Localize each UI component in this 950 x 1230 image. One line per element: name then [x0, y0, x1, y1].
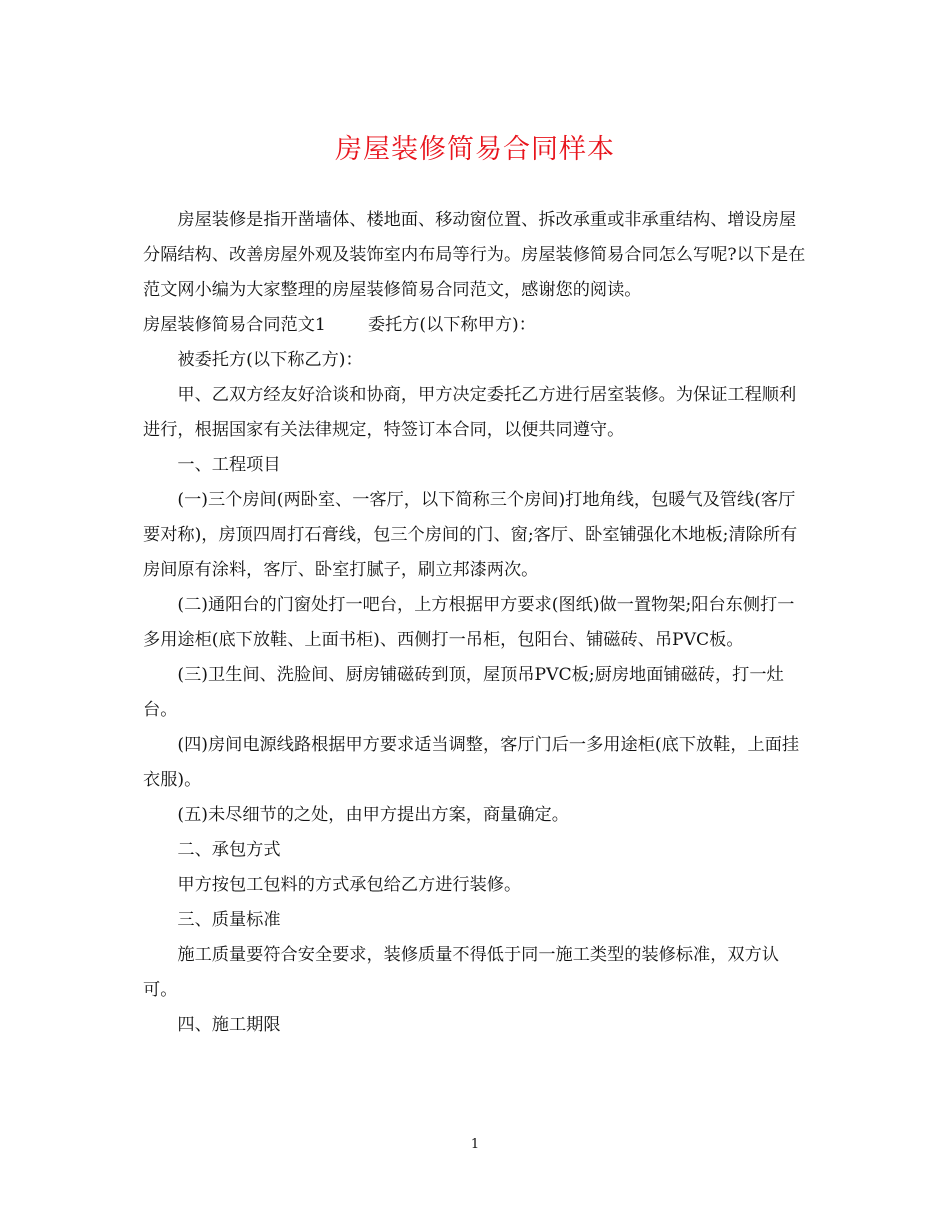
project-item-1: (一)三个房间(两卧室、一客厅，以下简称三个房间)打地角线，包暖气及管线(客厅要对称)，房顶四周打石膏线，包三个房间的门、窗;客厅、卧室铺强化木地板;清除所有房间原有涂料，客厅、卧室打腻子，刷立邦漆两次。	[143, 490, 798, 580]
client-line: 委托方(以下称甲方)：	[367, 315, 536, 335]
section-text-3: 施工质量要符合安全要求，装修质量不得低于同一施工类型的装修标准，双方认可。	[143, 945, 779, 1000]
project-item-5: (五)未尽细节的之处，由甲方提出方案，商量确定。	[177, 805, 569, 825]
section-heading-1: 一、工程项目	[177, 455, 281, 475]
contractor-line: 被委托方(以下称乙方)：	[177, 350, 363, 370]
agreement-paragraph: 甲、乙双方经友好洽谈和协商，甲方决定委托乙方进行居室装修。为保证工程顺利进行，根据国家有关法律规定，特签订本合同，以便共同遵守。	[143, 385, 797, 440]
document-body	[143, 203, 810, 1043]
page-number: 1	[470, 1137, 480, 1152]
section-heading-4: 四、施工期限	[177, 1015, 281, 1035]
section-heading-3: 三、质量标准	[177, 910, 281, 930]
intro-paragraph	[143, 203, 810, 343]
section-heading-2: 二、承包方式	[177, 840, 281, 860]
project-item-4: (四)房间电源线路根据甲方要求适当调整，客厅门后一多用途柜(底下放鞋，上面挂衣服)。	[143, 735, 800, 790]
intro-text: 房屋装修是指开凿墙体、楼地面、移动窗位置、拆改承重或非承重结构、增设房屋分隔结构、改善房屋外观及装饰室内布局等行为。房屋装修简易合同怎么写呢?以下是在范文网小编为大家整理的房屋装修简易合同范文，感谢您的阅读。	[143, 210, 806, 300]
document-title: 房屋装修简易合同样本	[335, 134, 615, 165]
sample-heading: 房屋装修简易合同范文1	[143, 315, 326, 335]
project-item-3: (三)卫生间、洗脸间、厨房铺磁砖到顶，屋顶吊PVC板;厨房地面铺磁砖，打一灶台。	[143, 665, 784, 720]
project-item-2: (二)通阳台的门窗处打一吧台，上方根据甲方要求(图纸)做一置物架;阳台东侧打一多用途柜(底下放鞋、上面书柜)、西侧打一吊柜，包阳台、铺磁砖、吊PVC板。	[143, 595, 795, 650]
section-text-2: 甲方按包工包料的方式承包给乙方进行装修。	[177, 875, 522, 895]
